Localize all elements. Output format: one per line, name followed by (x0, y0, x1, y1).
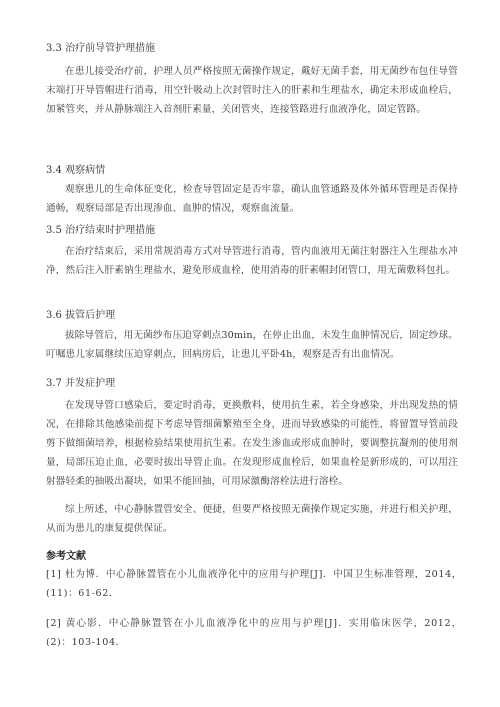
summary-paragraph: 综上所述，中心静脉置管安全、便捷，但要严格按照无菌操作规定实施，并进行相关护理，从而为患儿的康复提供保证。 (46, 504, 458, 534)
section-paragraph: 在发现导管口感染后，要定时消毒，更换敷料，使用抗生素，若全身感染，并出现发热的情况，在排除其他感染前提下考虑导管细菌繁殖至全身，进而导致感染的可能性，将留置导管前段剪下做细菌培养，根据检验结果使用抗生素。在发生渗血或形成血肿时，要调整抗凝剂的使用剂量，局部压迫止血，必要时拔出导管止血。在发现形成血栓后，如果血栓是新形成的，可以用注射器轻柔的抽吸出凝块，如果不能回抽，可用尿激酶溶栓法进行溶栓。 (46, 400, 458, 487)
section-heading-3-3: 3.3 治疗前导管护理措施 (46, 43, 156, 54)
section-paragraph: 在治疗结束后，采用常规消毒方式对导管进行消毒，管内血液用无菌注射器注入生理盐水冲净，然后注入肝素钠生理盐水，避免形成血栓，使用消毒的肝素帽封闭管口，用无菌敷料包扎。 (46, 246, 458, 276)
section-heading-3-5: 3.5 治疗结束时护理措施 (46, 225, 156, 236)
section-paragraph: 拔除导管后，用无菌纱布压迫穿刺点30min，在停止出血，未发生血肿情况后，固定纱球。叮嘱患儿家属继续压迫穿刺点，回病房后，让患儿平卧4h，观察是否有出血情况。 (46, 330, 458, 360)
references-title: 参考文献 (46, 551, 86, 562)
reference-item: [1] 杜为博．中心静脉置管在小儿血液净化中的应用与护理[J]．中国卫生标准管理，2014，(11)：61-62． (46, 569, 462, 599)
section-paragraph: 在患儿接受治疗前，护理人员严格按照无菌操作规定，戴好无菌手套，用无菌纱布包住导管末端打开导管帽进行消毒，用空针吸动上次封管时注入的肝素和生理盐水，确定未形成血栓后，加紧管夹，并从静脉端注入首剂肝素量，关闭管夹，连接管路进行血液净化，固定管路。 (46, 66, 458, 115)
section-heading-3-7: 3.7 并发症护理 (46, 378, 116, 389)
section-heading-3-6: 3.6 拔管后护理 (46, 310, 116, 321)
section-heading-3-4: 3.4 观察病情 (46, 165, 106, 176)
reference-item: [2] 黄心影．中心静脉置管在小儿血液净化中的应用与护理[J]．实用临床医学，2012，(2)：103-104． (46, 618, 462, 648)
section-paragraph: 观察患儿的生命体征变化，检查导管固定是否牢靠，确认血管通路及体外循环管理是否保持通畅，观察局部是否出现渗血、血肿的情况，观察血流量。 (46, 184, 458, 214)
